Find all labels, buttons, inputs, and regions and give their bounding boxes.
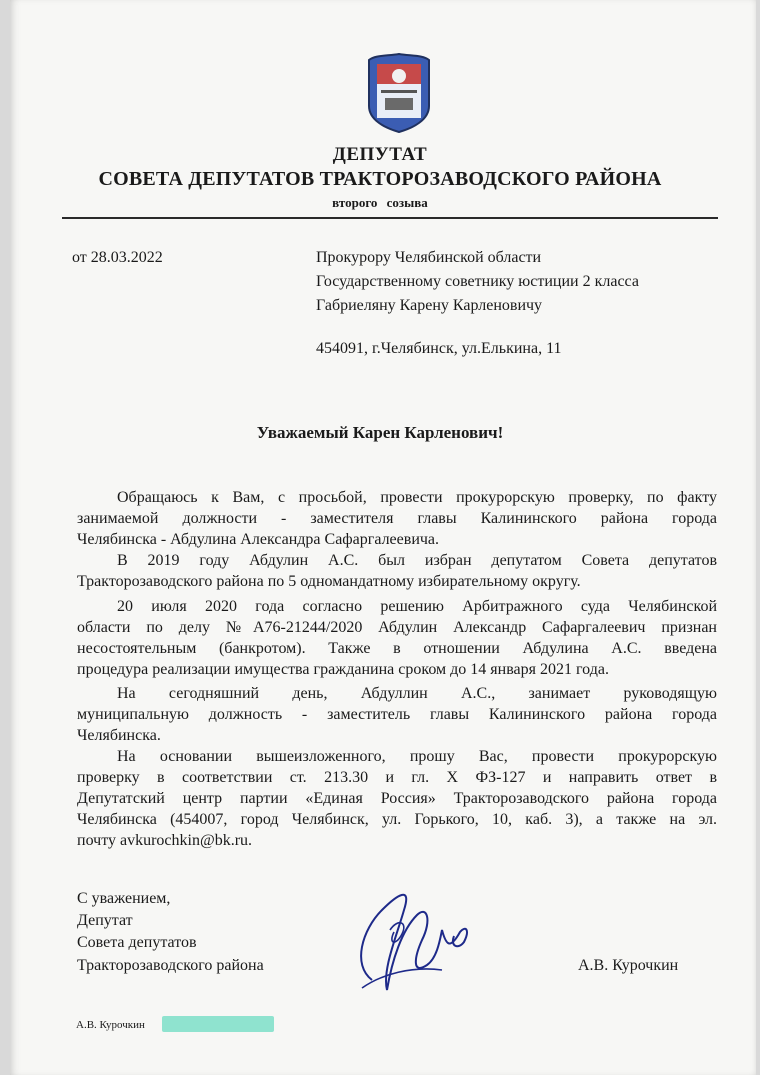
signatory-name: А.В. Курочкин [578,957,679,974]
paragraph-2 [77,550,717,592]
handwritten-signature [342,870,482,1000]
body-line: области по делу №А76-21244/2020 Абдулин Александр Сафаргалеевич признан [77,619,717,636]
recipient-line-3: Габриеляну Карену Карленовичу [316,297,543,314]
body-line: Челябинска - Абдулина Александра Сафаргалеевича. [77,531,440,548]
body-line: На основании вышеизложенного, прошу Вас, провести прокурорскую [117,748,717,765]
recipient-address: 454091, г.Челябинск, ул.Елькина, 11 [316,340,562,357]
redaction-mark [162,1016,274,1032]
body-line: Тракторозаводского района по 5 одномандатному избирательному округу. [77,573,581,590]
body-line: Депутатский центр партии «Единая Россия» Тракторозаводского района города [77,790,717,807]
body-line: занимаемой должности - заместителя главы Калининского района города [77,510,717,527]
letter-date: от 28.03.2022 [72,249,163,266]
body-line: муниципальную должность - заместитель главы Калининского района города [77,706,717,723]
closing-regards: С уважением, [77,890,171,907]
district-crest-icon [365,52,433,134]
body-line: Челябинска. [77,727,161,744]
greeting: Уважаемый Карен Карленович! [256,423,504,442]
recipient-line-1: Прокурору Челябинской области [316,249,542,266]
paragraph-5 [77,746,717,851]
paragraph-3 [77,596,717,680]
recipient-line-2: Государственному советнику юстиции 2 класса [316,273,639,290]
body-line: несостоятельным (банкротом). Также в отношении Абдулина А.С. введена [77,640,717,657]
body-line: почту avkurochkin@bk.ru. [77,832,253,849]
header-divider [62,217,718,219]
body-line: процедура реализации имущества гражданина сроком до 14 января 2021 года. [77,661,609,678]
header-subtitle: СОВЕТА ДЕПУТАТОВ ТРАКТОРОЗАВОДСКОГО РАЙОНА [98,168,662,190]
closing-title: Депутат [77,912,133,929]
header-title: ДЕПУТАТ [332,144,428,165]
header-convocation: второго созыва [332,195,428,210]
closing-council: Совета депутатов [77,934,197,951]
body-line: 20 июля 2020 года согласно решению Арбитражного суда Челябинской [117,598,717,615]
footer-author: А.В. Курочкин [76,1019,145,1031]
closing-district: Тракторозаводского района [77,957,264,974]
body-line: Обращаюсь к Вам, с просьбой, провести прокурорскую проверку, по факту [117,489,717,506]
body-line: проверку в соответствии ст. 213.30 и гл. Х ФЗ-127 и направить ответ в [77,769,717,786]
paragraph-4 [77,683,717,746]
paragraph-1 [77,487,717,550]
body-line: Челябинска (454007, город Челябинск, ул. Горького, 10, каб. 3), а также на эл. [77,811,717,828]
body-line: На сегодняшний день, Абдуллин А.С., занимает руководящую [117,685,717,702]
body-line: В 2019 году Абдулин А.С. был избран депутатом Совета депутатов [117,552,717,569]
